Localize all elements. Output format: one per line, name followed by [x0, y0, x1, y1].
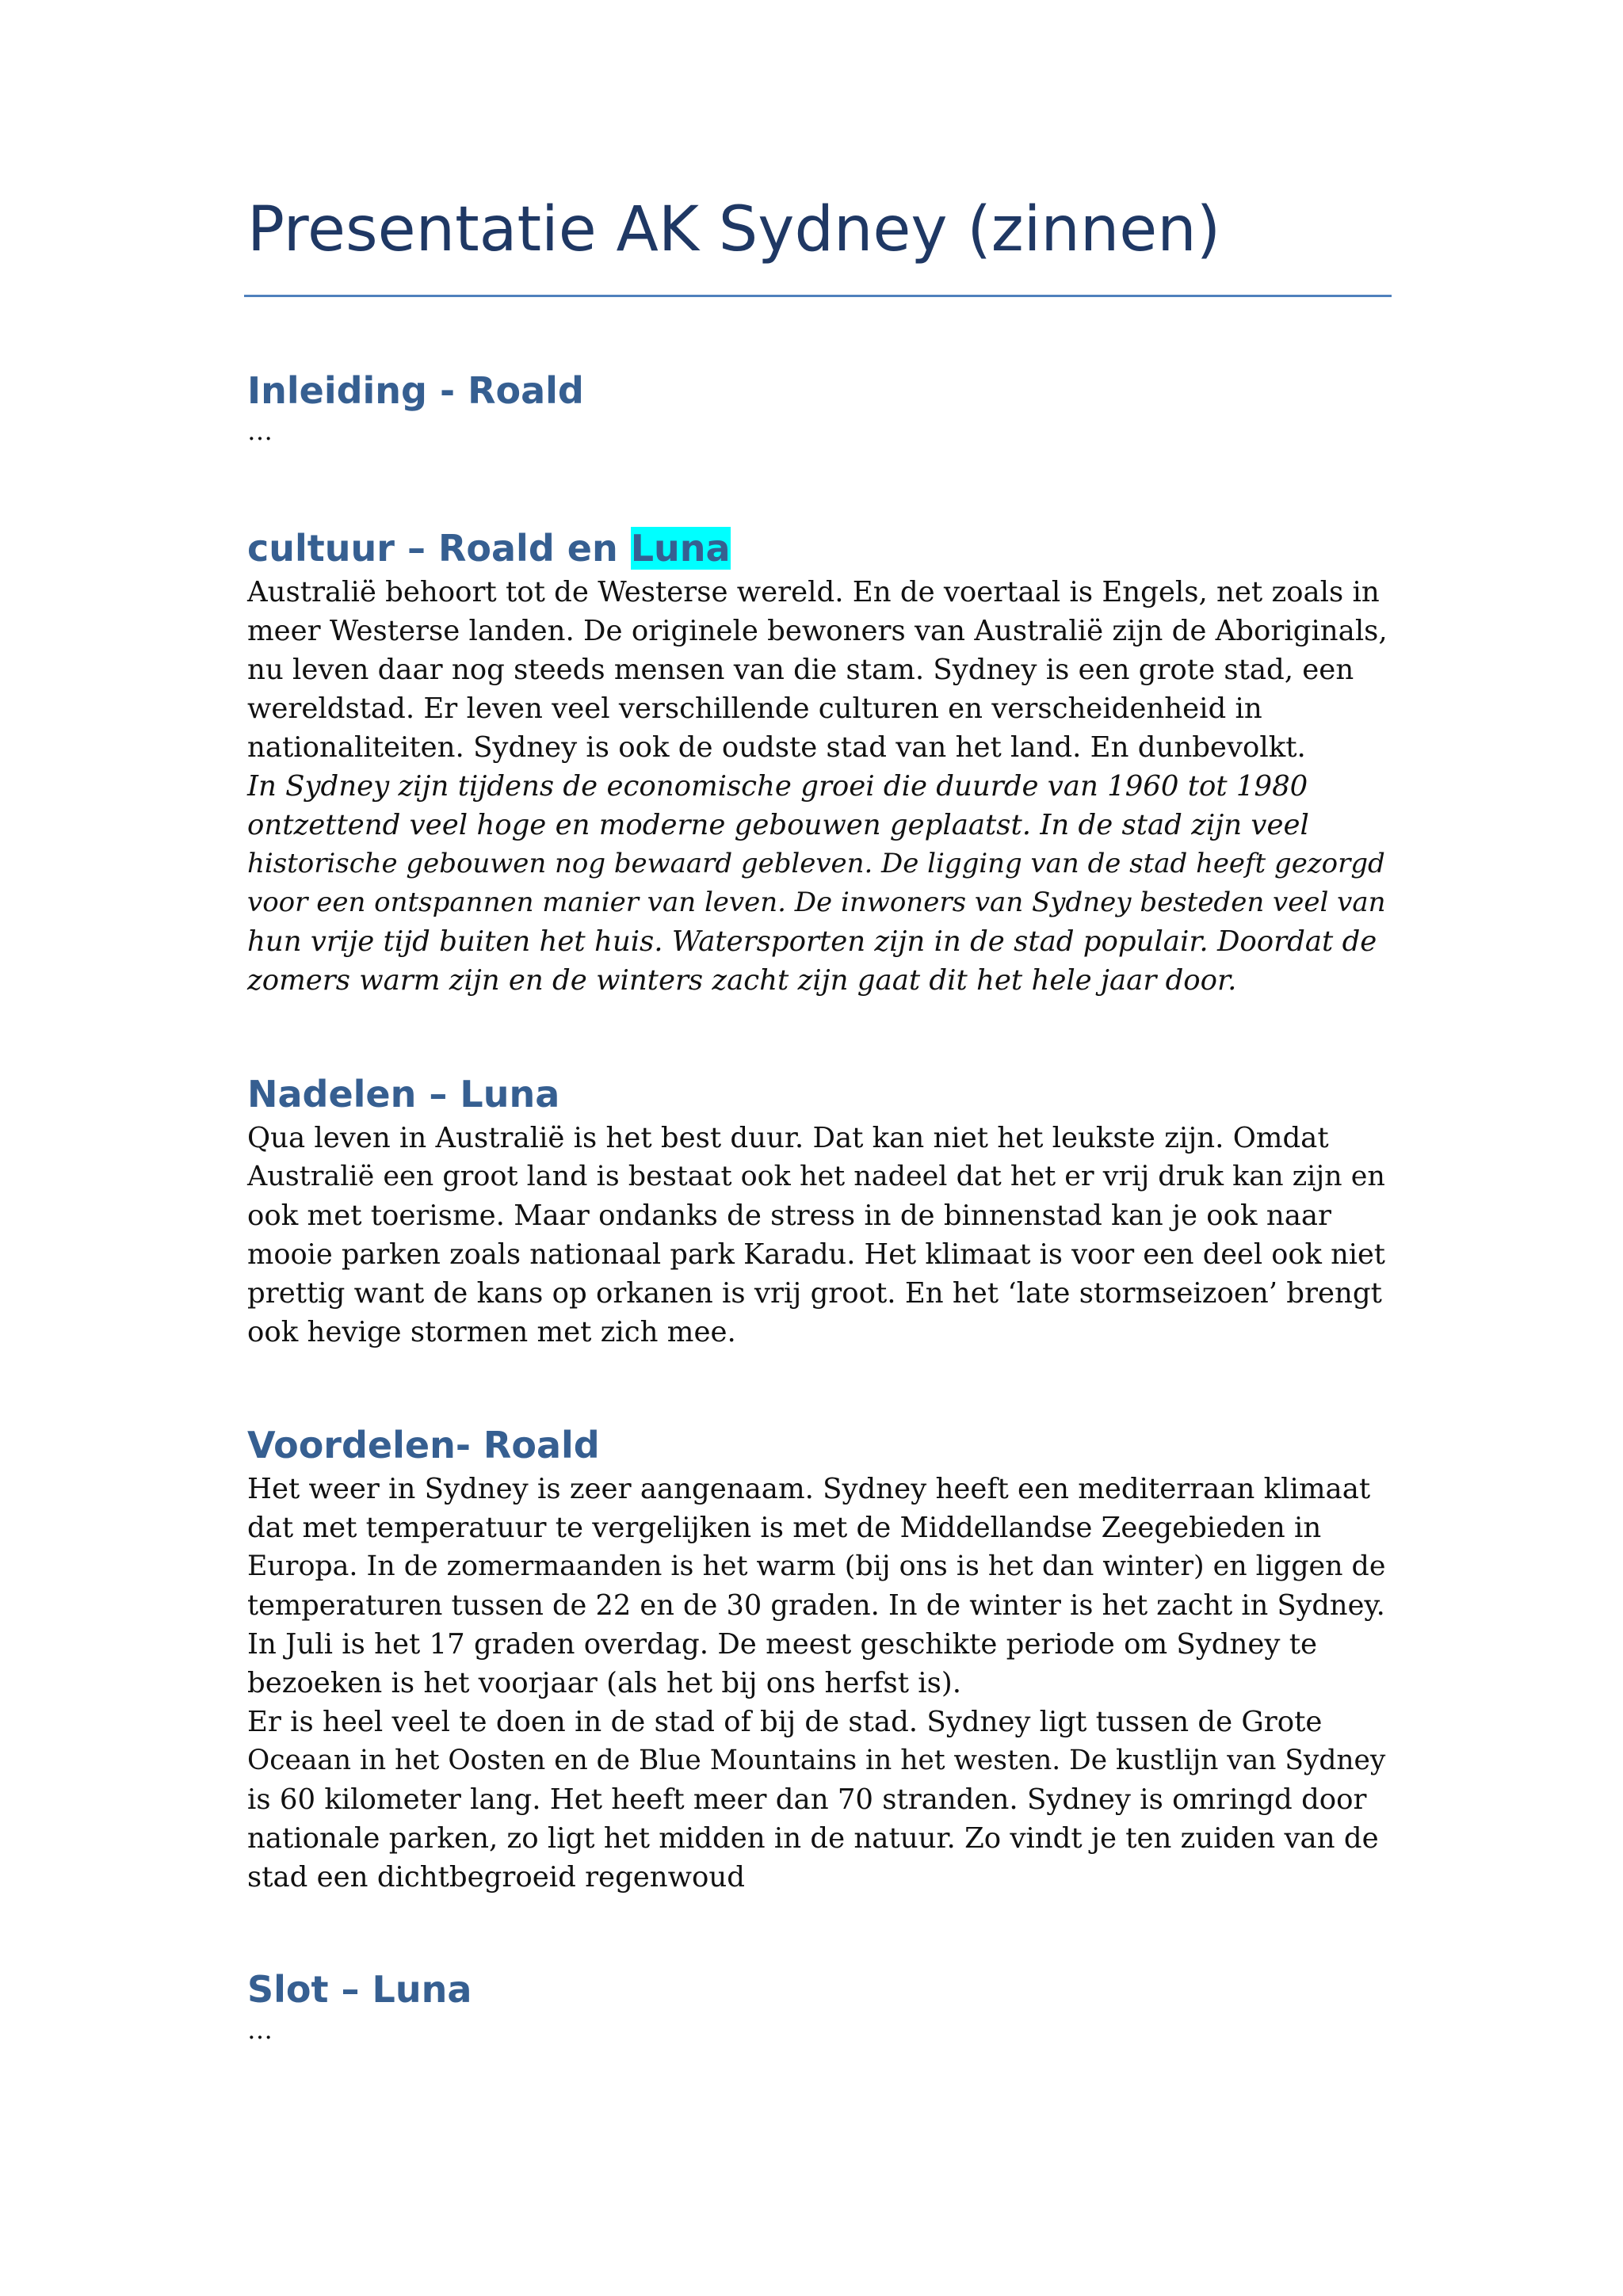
section-heading: Voordelen- Roald	[247, 1424, 600, 1466]
text-line: Er is heel veel te doen in de stad of bij de stad. Sydney ligt tussen de Grote	[247, 1706, 1323, 1738]
text-line: Australië een groot land is bestaat ook het nadeel dat het er vrij druk kan zijn en	[247, 1161, 1385, 1192]
section-nadelen	[247, 1070, 1392, 1352]
text-line: is 60 kilometer lang. Het heeft meer dan 70 stranden. Sydney is omringd door	[247, 1783, 1367, 1816]
title-underline	[244, 295, 1392, 297]
text-line: bezoeken is het voorjaar (als het bij ons herfst is).	[247, 1667, 961, 1699]
section-heading	[247, 524, 1392, 573]
text-line: Het weer in Sydney is zeer aangenaam. Sydney heeft een mediterraan klimaat	[247, 1473, 1371, 1505]
text-line: historische gebouwen nog bewaard gebleven. De ligging van de stad heeft gezorgd	[247, 848, 1385, 879]
document-title: Presentatie AK Sydney (zinnen)	[247, 194, 1221, 265]
text-line: hun vrije tijd buiten het huis. Watersporten zijn in de stad populair. Doordat de	[247, 925, 1377, 958]
section-heading: Nadelen – Luna	[247, 1073, 560, 1116]
text-line: ook met toerisme. Maar ondanks de stress in de binnenstad kan je ook naar	[247, 1199, 1332, 1232]
section-heading: Inleiding - Roald	[247, 369, 584, 412]
section-cultuur	[247, 524, 1392, 1000]
text-line: meer Westerse landen. De originele bewoners van Australië zijn de Aboriginals,	[247, 615, 1388, 647]
text-line: In Sydney zijn tijdens de economische groei die duurde van 1960 tot 1980	[247, 770, 1308, 803]
highlighted-name: Luna	[630, 527, 731, 570]
text-line: dat met temperatuur te vergelijken is met de Middellandse Zeegebieden in	[247, 1512, 1322, 1544]
section-placeholder: …	[247, 2015, 273, 2045]
text-line: prettig want de kans op orkanen is vrij groot. En het ‘late stormseizoen’ brengt	[247, 1277, 1382, 1310]
section-inleiding	[247, 366, 1392, 447]
paragraph	[247, 573, 1392, 767]
text-line: Australië behoort tot de Westerse wereld. En de voertaal is Engels, net zoals in	[247, 576, 1380, 608]
text-line: nationale parken, zo ligt het midden in de natuur. Zo vindt je ten zuiden van de	[247, 1822, 1379, 1855]
paragraph	[247, 1119, 1392, 1352]
section-heading: Slot – Luna	[247, 1968, 472, 2011]
text-line: temperaturen tussen de 22 en de 30 graden. In de winter is het zacht in Sydney.	[247, 1589, 1385, 1622]
section-placeholder: …	[247, 416, 273, 446]
text-line: mooie parken zoals nationaal park Karadu. Het klimaat is voor een deel ook niet	[247, 1238, 1385, 1271]
paragraph-italic	[247, 767, 1392, 1000]
text-line: nationaliteiten. Sydney is ook de oudste stad van het land. En dunbevolkt.	[247, 731, 1306, 764]
text-line: nu leven daar nog steeds mensen van die stam. Sydney is een grote stad, een	[247, 654, 1354, 686]
text-line: In Juli is het 17 graden overdag. De meest geschikte periode om Sydney te	[247, 1628, 1318, 1661]
section-slot	[247, 1965, 1392, 2046]
paragraph	[247, 1703, 1392, 1897]
text-line: voor een ontspannen manier van leven. De inwoners van Sydney besteden veel van	[247, 887, 1386, 918]
section-voordelen	[247, 1421, 1392, 1897]
text-line: ontzettend veel hoge en moderne gebouwen geplaatst. In de stad zijn veel	[247, 809, 1309, 841]
text-line: Qua leven in Australië is het best duur. Dat kan niet het leukste zijn. Omdat	[247, 1122, 1329, 1154]
text-line: wereldstad. Er leven veel verschillende culturen en verscheidenheid in	[247, 692, 1262, 725]
text-line: Europa. In de zomermaanden is het warm (bij ons is het dan winter) en liggen de	[247, 1550, 1386, 1582]
text-line: Oceaan in het Oosten en de Blue Mountains in het westen. De kustlijn van Sydney	[247, 1745, 1386, 1776]
text-line: ook hevige stormen met zich mee.	[247, 1316, 736, 1348]
heading-text: cultuur – Roald en	[247, 527, 631, 570]
text-line: stad een dichtbegroeid regenwoud	[247, 1861, 746, 1894]
paragraph	[247, 1470, 1392, 1703]
text-line: zomers warm zijn en de winters zacht zijn gaat dit het hele jaar door.	[247, 964, 1237, 997]
